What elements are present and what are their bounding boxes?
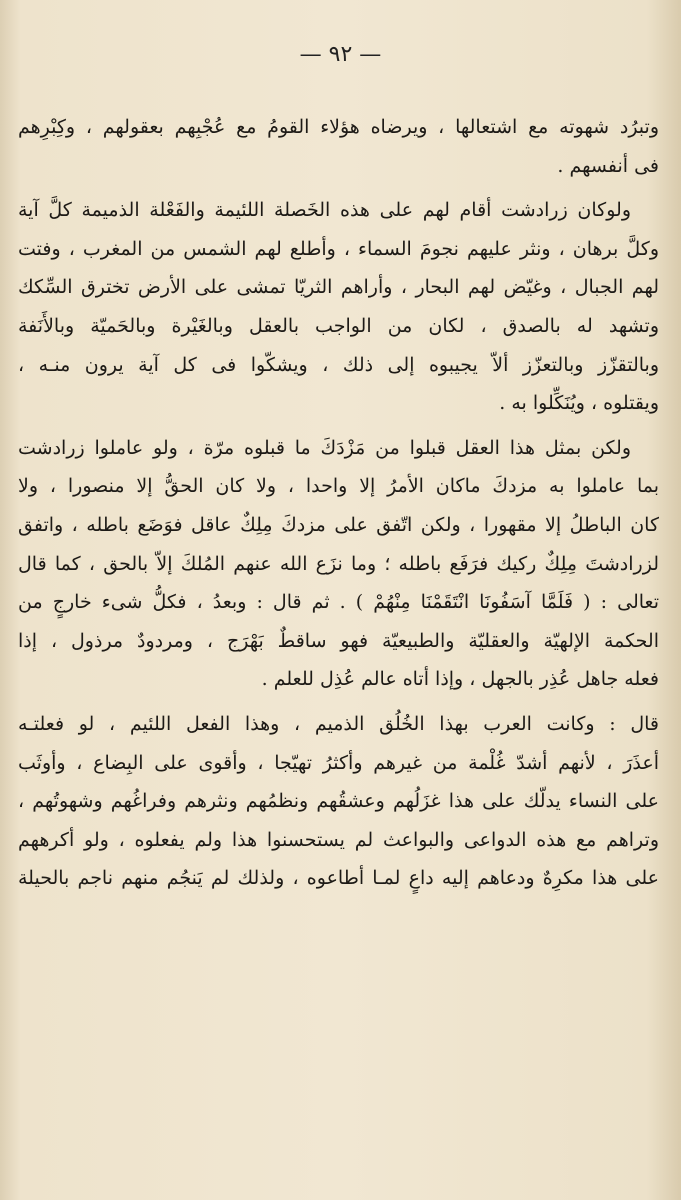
text-line: لهم الجبال ، وغيّض لهم البحار ، وأراهم الثريّا تمشى على الأرض تخترق السِّكك (18, 276, 659, 299)
text-line: وتراهم مع هذه الدواعى والبواعث لم يستحسنوا هذا ولم يفعلوه ، ولو أكرههم (18, 828, 659, 851)
text-line: على هذا مكرِهٌ ودعاهم إليه داعٍ لمـا أطاعوه ، ولذلك لم يَنجُم منهم ناجم بالحيلة (18, 867, 659, 890)
text-line: وبالتقزّز وبالتعزّز ألاّ يجيبوه إلى ذلك ، ويشكّوا فى كل آية يرون منـه ، (18, 353, 659, 376)
text-line: على النساء يدلّك على هذا غزَلُهم وعشقُهم ونظمُهم ونثرهم وفراغُهم وشهوتُهم ، (18, 790, 659, 813)
text-line: ولوكان زرادشت أقام لهم على هذه الخَصلة اللئيمة والفَعْلة الذميمة كلَّ آية (18, 199, 631, 222)
text-line: وتشهد له بالصدق ، لكان من الواجب بالعقل وبالغَيْرة وبالحَميّة وبالأَنَفة (18, 314, 659, 337)
text-line: كان الباطلُ إلا مقهورا ، ولكن اتّفق على مزدكَ مِلِكٌ عاقل فوَضَع باطله ، واتفق (18, 513, 659, 536)
text-line: بما عاملوا به مزدكَ ماكان الأمرُ إلا واحدا ، ولا كان الحقُّ إلا منصورا ، ولا (18, 475, 659, 498)
page-body (18, 108, 659, 898)
text-line: وتبرُد شهوته مع اشتعالها ، ويرضاه هؤلاء القومُ مع عُجْبِهم بعقولهم ، وكِبْرِهم (18, 116, 659, 138)
paragraph-4 (18, 705, 659, 898)
paragraph-2 (18, 191, 659, 423)
text-line: تعالى : ( فَلَمَّا آسَفُونَا انْتَقَمْنَا مِنْهُمْ ) . ثم قال : وبعدُ ، فكلُّ شىء خارجٍ من (18, 591, 659, 614)
text-line: فى أنفسهم . (557, 154, 659, 177)
text-line: قال : وكانت العرب بهذا الخُلُق الذميم ، وهذا الفعل اللئيم ، لو فعلتـه (18, 712, 659, 735)
text-line: ولكن بمثل هذا العقل قبلوا من مَزْدَكَ ما قبلوه مرّة ، ولو عاملوا زرادشت (18, 436, 631, 459)
page-number: — ٩٢ — (299, 42, 382, 67)
text-line: ويقتلوه ، ويُنَكِّلوا به . (499, 392, 659, 415)
text-line: وكلَّ برهان ، ونثر عليهم نجومَ السماء ، وأطلع لهم الشمس من المغرب ، وفتت (18, 237, 659, 260)
text-line: لزرادشتَ مِلِكٌ ركيك فرَفَع باطله ؛ وما نزَع الله عنهم المُلكَ إلاّ بالحق ، كما قال (18, 552, 659, 575)
paragraph-1 (18, 108, 659, 185)
text-line: أعذَرَ ، لأنهم أشدّ غُلْمة من غيرهم وأكثرُ تهيّجا ، وأقوى على البِضاع ، وأوثَب (18, 751, 659, 774)
text-line: فعله جاهل عُذِر بالجهل ، وإذا أتاه عالم عُذِل للعلم . (261, 668, 659, 691)
text-line: الحكمة الإلهيّة والعقليّة والطبيعيّة فهو ساقطٌ بَهْرَج ، ومردودٌ مرذول ، إذا (18, 629, 659, 652)
paragraph-3 (18, 429, 659, 699)
